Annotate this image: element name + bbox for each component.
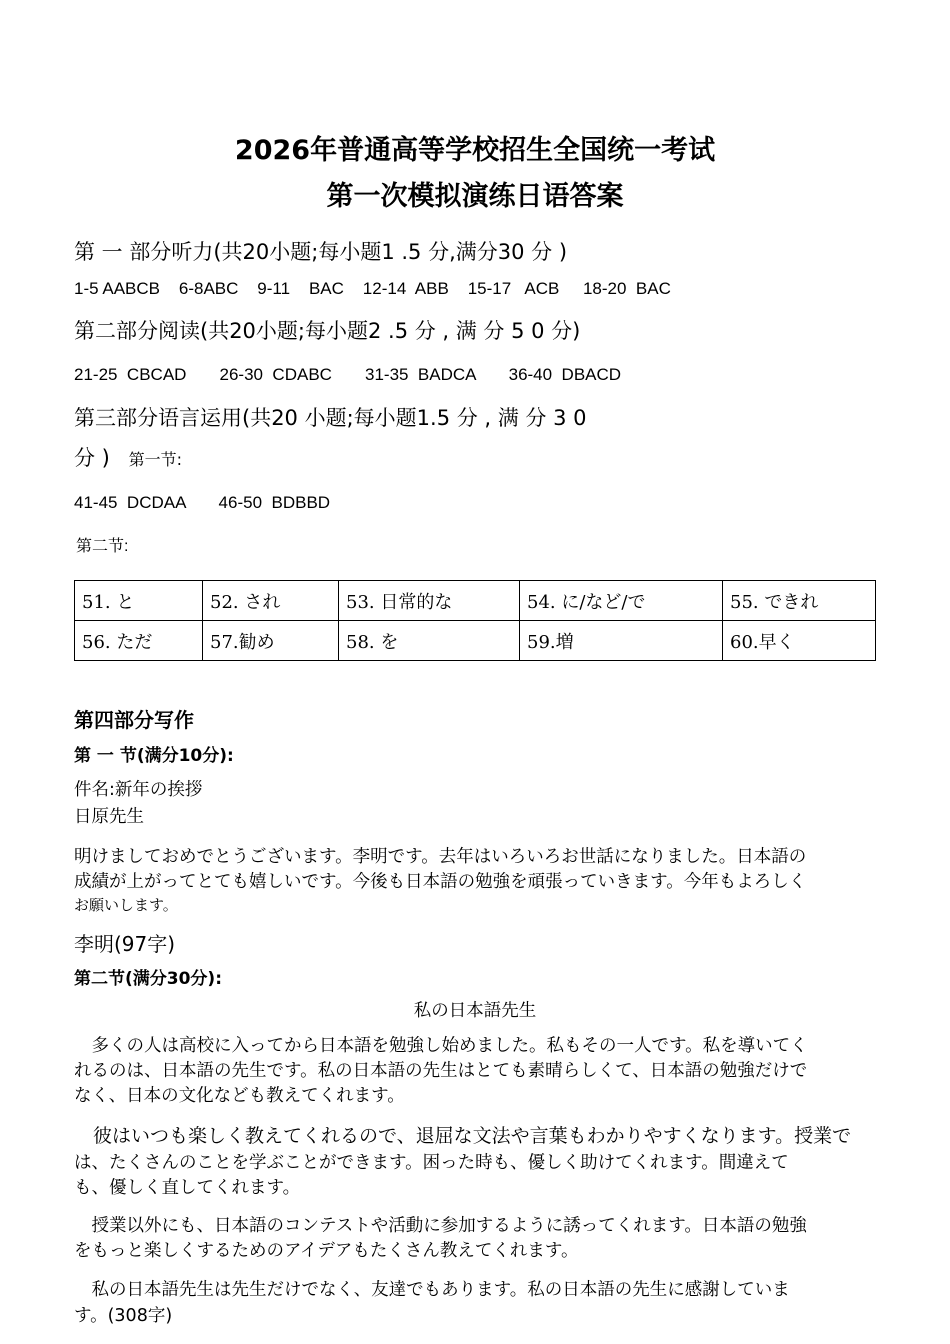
letter-signature: 李明(97字) [74, 932, 176, 956]
table-cell: 53. 日常的な [339, 581, 520, 621]
part1-heading: 第 一 部分听力(共20小题;每小题1 .5 分,满分30 分 ) [74, 240, 568, 264]
letter-body-line: 明けましておめでとうございます。李明です。去年はいろいろお世話になりました。日本語の [74, 847, 807, 867]
part1-answers: 1-5 AABCB 6-8ABC 9-11 BAC 12-14 ABB 15-17 ACB 18-20 BAC [74, 279, 671, 298]
essay-line: 多くの人は高校に入ってから日本語を勉強し始めました。私もその一人です。私を導いてく [74, 1036, 808, 1056]
essay-line: は、たくさんのことを学ぶことができます。困った時も、優しく助けてくれます。間違えて [74, 1153, 789, 1173]
table-cell: 55. できれ [723, 581, 876, 621]
table-cell: 60.早く [723, 621, 876, 661]
section1-label: 第一节: [128, 450, 182, 469]
table-cell: 54. に/など/で [520, 581, 723, 621]
letter-body-line: お願いします。 [74, 896, 178, 914]
table-cell: 52. され [203, 581, 339, 621]
part3-heading-line1: 第三部分语言运用(共20 小题;每小题1.5 分 , 满 分 3 0 [74, 406, 587, 430]
part3-heading-line2 [74, 442, 182, 472]
essay-line: れるのは、日本語の先生です。私の日本語の先生はとても素晴らしくて、日本語の勉強だけで [74, 1061, 808, 1081]
section2-label: 第二节: [76, 538, 129, 555]
essay-line: す。(308字) [74, 1306, 173, 1326]
part4-heading: 第四部分写作 [74, 708, 194, 732]
essay-line: 授業以外にも、日本語のコンテストや活動に参加するように誘ってくれます。日本語の勉強 [74, 1216, 807, 1236]
table-cell: 58. を [339, 621, 520, 661]
part2-answers: 21-25 CBCAD 26-30 CDABC 31-35 BADCA 36-40 DBACD [74, 365, 622, 384]
letter-body-line: 成績が上がってとても嬉しいです。今後も日本語の勉強を頑張っていきます。今年もよろしく [74, 872, 807, 892]
title-line-2: 第一次模拟演练日语答案 [326, 181, 624, 212]
essay-line: なく、日本の文化なども教えてくれます。 [74, 1086, 405, 1106]
part3-heading-line2-text: 分 ) [74, 446, 110, 470]
essay-title: 私の日本語先生 [413, 1001, 537, 1021]
essay-line: をもっと楽しくするためのアイデアもたくさん教えてくれます。 [74, 1241, 579, 1261]
table-row [75, 581, 876, 621]
answer-table [74, 580, 876, 661]
table-cell: 59.増 [520, 621, 723, 661]
essay-line: も、優しく直してくれます。 [74, 1178, 301, 1198]
section1-answers: 41-45 DCDAA 46-50 BDBBD [74, 493, 331, 512]
table-cell: 56. ただ [75, 621, 203, 661]
table-cell: 57.勧め [203, 621, 339, 661]
table-row [75, 621, 876, 661]
writing-section2-label: 第二节(满分30分): [74, 969, 222, 989]
table-cell: 51. と [75, 581, 203, 621]
writing-section1-label: 第 一 节(满分10分): [74, 746, 234, 766]
essay-line: 彼はいつも楽しく教えてくれるので、退屈な文法や言葉もわかりやすくなります。授業で [74, 1125, 852, 1147]
part2-heading: 第二部分阅读(共20小题;每小题2 .5 分 , 满 分 5 0 分) [74, 319, 581, 343]
letter-subject: 件名:新年の挨拶 [74, 780, 203, 800]
title-line-1: 2026年普通高等学校招生全国统一考试 [234, 135, 716, 166]
essay-line: 私の日本語先生は先生だけでなく、友達でもあります。私の日本語の先生に感謝していま [74, 1280, 790, 1300]
letter-recipient: 日原先生 [74, 807, 144, 827]
